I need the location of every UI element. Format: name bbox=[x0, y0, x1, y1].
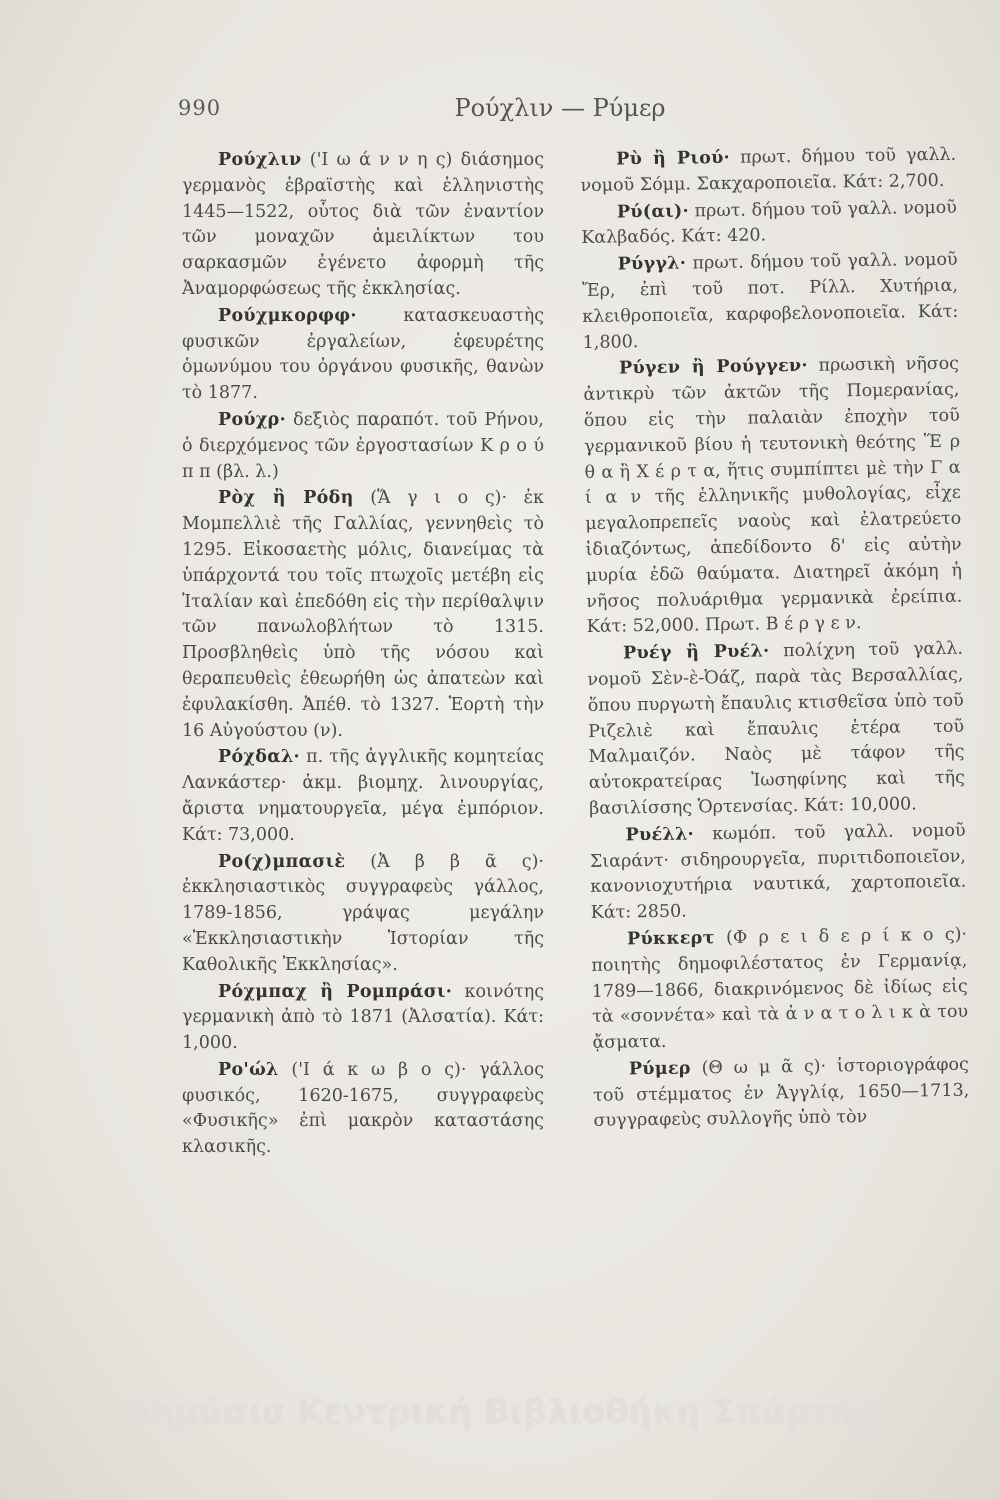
entry-headword: Ρύγγλ· bbox=[617, 253, 687, 275]
entry-headword: Ρύγεν ἢ Ρούγγεν· bbox=[618, 356, 808, 379]
entry-headword: Ρὸχ ἢ Ρόδη bbox=[218, 488, 354, 509]
dictionary-entry bbox=[182, 745, 544, 848]
dictionary-entry bbox=[591, 923, 969, 1057]
entry-headword: Ρούχλιν bbox=[218, 150, 302, 170]
entry-text: ('Ι ω ά ν ν η ς) διάσημος γερμανὸς ἑβραϊστὴς καὶ ἑλληνιστὴς 1445—1522, οὗτος διὰ τῶν ἐναντίον τῶν μοναχῶν ἀμειλίκτων του σαρκασμῶν ἐγένετο ἀφορμὴ τῆς Ἀναμορφώσεως τῆς ἐκκλησίας. bbox=[182, 150, 544, 299]
dictionary-entry bbox=[182, 980, 544, 1057]
entry-headword: Ρύ(αι)· bbox=[616, 201, 690, 223]
entry-headword: Ρόχδαλ· bbox=[218, 747, 300, 768]
dictionary-entry bbox=[182, 148, 544, 303]
entry-text: πολίχνη τοῦ γαλλ. νομοῦ Σὲν-ὲ-Ὀάζ, παρὰ τὰς Βερσαλλίας, ὅπου πυργωτὴ ἔπαυλις κτισθεῖσα ὑπὸ τοῦ Ριζελιὲ καὶ ἔπαυλις ἑτέρα τοῦ Μαλμαιζόν. Ναὸς μὲ τάφον τῆς αὐτοκρατείρας Ἰωσηφίνης καὶ τῆς βασιλίσσης Ὁρτενσίας. Κάτ: 10,000. bbox=[587, 638, 965, 819]
dictionary-entry bbox=[581, 195, 958, 252]
entry-text: ('Ι ά κ ω β ο ς)· γάλλος φυσικός, 1620-1675, συγγραφεὺς «Φυσικῆς» ἐπὶ μακρὸν καταστάσης κλασικῆς. bbox=[182, 1059, 544, 1158]
page-number: 990 bbox=[178, 96, 222, 120]
entry-text: πρωτ. δήμου τοῦ γαλλ. νομοῦ Καλβαδός. Κάτ: 420. bbox=[581, 197, 958, 249]
dictionary-entry bbox=[182, 850, 544, 979]
entry-text: π. τῆς ἀγγλικῆς κομητείας Λανκάστερ· ἀκμ. βιομηχ. λινουργίας, ἄριστα νηματουργεῖα, μέγα ἐμπόριον. Κάτ: 73,000. bbox=[182, 747, 544, 845]
dictionary-entry bbox=[182, 1058, 544, 1161]
dictionary-entry bbox=[182, 304, 544, 407]
dictionary-entry bbox=[581, 248, 958, 356]
entry-text: κωμόπ. τοῦ γαλλ. νομοῦ Σιαράντ· σιδηρουργεῖα, πυριτιδοποιεῖον, κανονιοχυτήρια ναυτικά, χαρτοποιεῖα. Κάτ: 2850. bbox=[589, 820, 967, 924]
running-head: Ρούχλιν — Ρύμερ bbox=[454, 94, 666, 122]
entry-text: πρωτ. δήμου τοῦ γαλλ. νομοῦ Σόμμ. Σακχαροποιεῖα. Κάτ: 2,700. bbox=[580, 144, 957, 196]
entry-headword: Ρύκκερτ bbox=[626, 928, 715, 950]
left-column bbox=[182, 148, 544, 1162]
entry-headword: Ρὺ ἢ Ριού· bbox=[616, 147, 731, 170]
entry-headword: Ρυέλλ· bbox=[625, 824, 695, 846]
entry-text: (Φ ρ ε ι δ ε ρ ί κ ο ς)· ποιητὴς δημοφιλέστατος ἐν Γερμανίᾳ, 1789—1866, διακρινόμενος δὲ ἰδίως εἰς τὰ «σοννέτα» καὶ τὰ ἀ ν α τ ο λ ι κ ὰ του ᾄσματα. bbox=[591, 924, 969, 1054]
entry-text: πρωτ. δήμου τοῦ γαλλ. νομοῦ Ἔρ, ἐπὶ τοῦ ποτ. Ρίλλ. Χυτήρια, κλειθροποιεῖα, καρφοβελονοποιεῖα. Κάτ: 1,800. bbox=[581, 249, 959, 353]
dictionary-entry bbox=[580, 143, 957, 200]
dictionary-entry bbox=[182, 486, 544, 744]
dictionary-entry bbox=[589, 818, 966, 926]
library-watermark: Δημόσια Κεντρική Βιβλιοθήκη Σπάρτης bbox=[124, 1392, 876, 1431]
entry-headword: Ρόχμπαχ ἢ Ρομπράσι· bbox=[218, 981, 453, 1002]
entry-text: κοινότης γερμανικὴ ἀπὸ τὸ 1871 (Ἀλσατία). Κάτ: 1,000. bbox=[182, 981, 544, 1054]
dictionary-entry bbox=[593, 1053, 970, 1136]
entry-headword: Ρούχμκορφφ· bbox=[218, 305, 357, 326]
entry-headword: Ρύμερ bbox=[628, 1058, 691, 1080]
dictionary-entry bbox=[182, 408, 544, 485]
entry-text: (Ἅ γ ι ο ς)· ἐκ Μομπελλιὲ τῆς Γαλλίας, γεννηθεὶς τὸ 1295. Εἰκοσαετὴς μόλις, διανείμας τὰ ὑπάρχοντά του τοῖς πτωχοῖς μετέβη εἰς Ἰταλίαν καὶ ἐπεδόθη εἰς τὴν περίθαλψιν τῶν πανωλοβλήτων τὸ 1315. Προσβληθεὶς ὑπὸ τῆς νόσου καὶ θεραπευθεὶς ἐθεωρήθη ὡς ἀπατεὼν καὶ ἐφυλακίσθη. Ἀπέθ. τὸ 1327. Ἑορτὴ τὴν 16 Αὐγούστου (ν). bbox=[182, 488, 544, 741]
entry-text: δεξιὸς παραπότ. τοῦ Ρήνου, ὁ διερχόμενος τῶν ἐργοστασίων Κ ρ ο ύ π π (βλ. λ.) bbox=[182, 409, 544, 482]
right-column bbox=[580, 143, 970, 1136]
dictionary-entry bbox=[587, 637, 965, 823]
dictionary-entry bbox=[583, 352, 963, 641]
entry-headword: Ρο'ώλ bbox=[218, 1059, 279, 1080]
entry-headword: Ρυέγ ἢ Ρυέλ· bbox=[622, 641, 770, 664]
entry-text: πρωσικὴ νῆσος ἀντικρὺ τῶν ἀκτῶν τῆς Πομερανίας, ὅπου εἰς τὴν παλαιὰν ἐποχὴν τοῦ γερμανικοῦ βίου ἡ τευτονικὴ θεότης Ἕ ρ θ α ἢ Χ έ ρ τ α, ἥτις συμπίπτει μὲ τὴν Γ α ί α ν τῆς ἑλληνικῆς μυθολογίας, εἶχε μεγαλοπρεπεῖς ναοὺς καὶ ἐλατρεύετο ἰδιαζόντως, ἀπεδίδοντο δ' εἰς αὐτὴν μυρία ἐδῶ θαύματα. Διατηρεῖ ἀκόμη ἡ νῆσος πολυάριθμα γερμανικὰ ἐρείπια. Κάτ: 52,000. Πρωτ. Β έ ρ γ ε ν. bbox=[583, 354, 963, 638]
entry-text: (Θ ω μ ᾶ ς)· ἱστοριογράφος τοῦ στέμματος ἐν Ἀγγλίᾳ, 1650—1713, συγγραφεὺς συλλογῆς ὑπὸ τὸν bbox=[593, 1054, 970, 1132]
entry-text: (Ἀ β β ᾶ ς)· ἐκκλησιαστικὸς συγγραφεὺς γάλλος, 1789-1856, γράψας μεγάλην «Ἐκκλησιαστικὴν Ἱστορίαν τῆς Καθολικῆς Ἐκκλησίας». bbox=[182, 851, 544, 975]
entry-headword: Ρούχρ· bbox=[218, 409, 287, 430]
entry-headword: Ρο(χ)μπασιὲ bbox=[218, 851, 346, 872]
entry-text: κατασκευαστὴς φυσικῶν ἐργαλείων, ἐφευρέτης ὁμωνύμου του ὀργάνου φυσικῆς, θανὼν τὸ 1877. bbox=[182, 305, 544, 404]
